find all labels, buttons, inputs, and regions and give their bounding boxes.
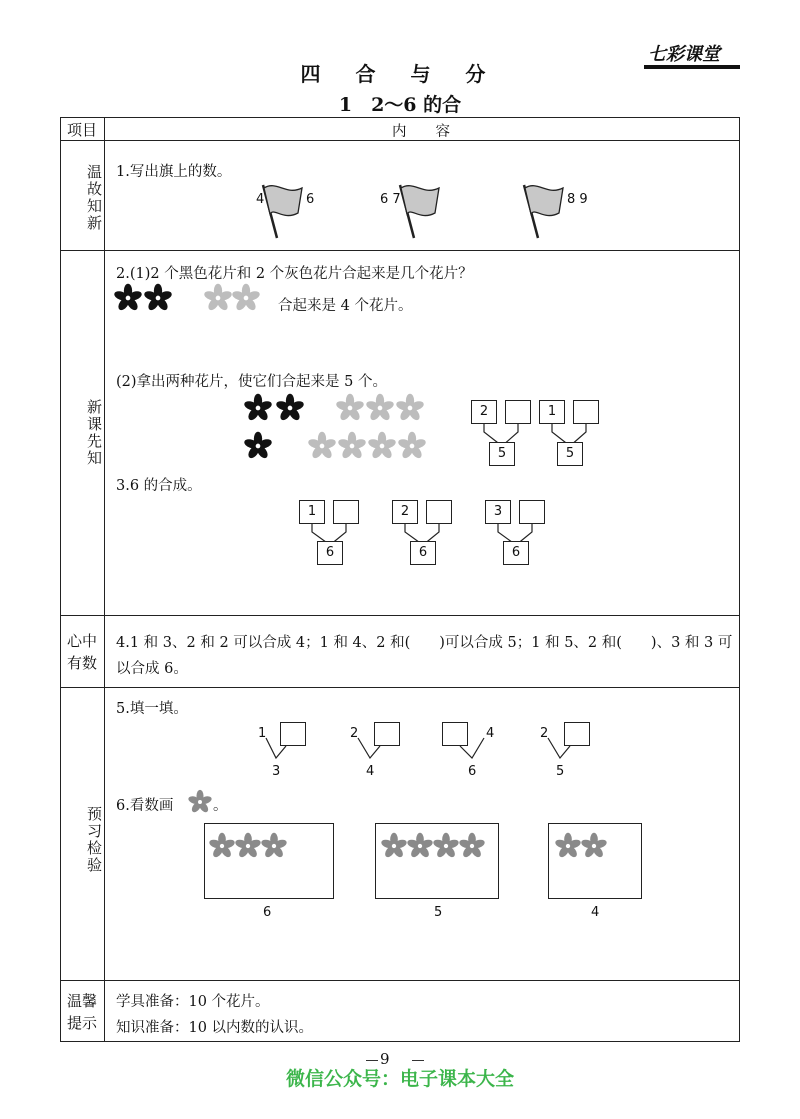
q5-tree-right: 4 [486, 726, 495, 741]
q5-tree-bottom: 5 [556, 764, 565, 779]
q5-tree-left: 1 [258, 726, 267, 741]
tips-line-2: 知识准备：10 以内数的认识。 [116, 1020, 314, 1036]
tree-box-top-left: 1 [539, 400, 565, 424]
tree-box-bottom: 6 [503, 541, 529, 565]
draw-box-target: 4 [591, 905, 600, 920]
tree-box-top-left: 2 [471, 400, 497, 424]
brand-logo: 七彩课堂 [648, 44, 720, 65]
draw-box[interactable] [204, 823, 334, 899]
q5-tree-left: 2 [540, 726, 549, 741]
page-title: 四 合 与 分 [300, 62, 500, 86]
tree-box-top-left: 2 [392, 500, 418, 524]
page-number-dash [412, 1060, 424, 1061]
question-6-end: 。 [213, 798, 228, 814]
tree-box-top-left: 1 [299, 500, 325, 524]
question-2-1-answer: 合起来是 4 个花片。 [278, 298, 413, 314]
header-content: 内 容 [392, 124, 450, 140]
tree-box-top-left: 3 [485, 500, 511, 524]
question-3: 3.6 的合成。 [116, 478, 202, 494]
category-newlesson: 新课先知 [85, 399, 103, 467]
flag-2-left: 6 7 [380, 192, 401, 207]
tree-box-bottom: 6 [317, 541, 343, 565]
q5-tree-bottom: 6 [468, 764, 477, 779]
q5-tree-answer-box[interactable] [564, 722, 590, 746]
category-tips-label: 温馨提示 [66, 992, 97, 1032]
question-4-line-2: 以合成 6。 [116, 661, 188, 677]
draw-box-target: 6 [263, 905, 272, 920]
watermark-footer: 微信公众号：电子课本大全 [285, 1068, 514, 1090]
draw-box[interactable] [548, 823, 642, 899]
question-6: 6.看数画 [116, 798, 174, 814]
flag-3-right: 8 9 [567, 192, 588, 207]
flag-1-left: 4 [256, 192, 265, 207]
q5-tree-answer-box[interactable] [280, 722, 306, 746]
category-mind-label: 心中有数 [66, 632, 97, 672]
page-number-dash [366, 1060, 378, 1061]
q5-tree-bottom: 4 [366, 764, 375, 779]
question-1: 1.写出旗上的数。 [116, 164, 232, 180]
tips-line-1: 学具准备：10 个花片。 [116, 994, 270, 1010]
question-2-2: (2)拿出两种花片，使它们合起来是 5 个。 [116, 374, 387, 390]
question-4-line-1: 4.1 和 3、2 和 2 可以合成 4；1 和 4、2 和( )可以合成 5；1 和 5、2 和( )、3 和 3 可 [116, 635, 733, 651]
tree-box-bottom: 6 [410, 541, 436, 565]
q5-tree-answer-box[interactable] [442, 722, 468, 746]
q5-tree-answer-box[interactable] [374, 722, 400, 746]
category-review: 温故知新 [85, 164, 103, 232]
category-preview: 预习检验 [85, 806, 103, 874]
flag-1-right: 6 [306, 192, 315, 207]
question-2-1: 2.(1)2 个黑色花片和 2 个灰色花片合起来是几个花片？ [116, 266, 473, 282]
tree-box-bottom: 5 [489, 442, 515, 466]
draw-box-target: 5 [434, 905, 443, 920]
lesson-subtitle: 1 2～6 的合 [338, 94, 462, 116]
draw-box[interactable] [375, 823, 499, 899]
q5-tree-bottom: 3 [272, 764, 281, 779]
question-5: 5.填一填。 [116, 701, 188, 717]
header-item: 项目 [66, 121, 97, 139]
q5-tree-left: 2 [350, 726, 359, 741]
tree-box-bottom: 5 [557, 442, 583, 466]
page-number: 9 [380, 1050, 390, 1068]
